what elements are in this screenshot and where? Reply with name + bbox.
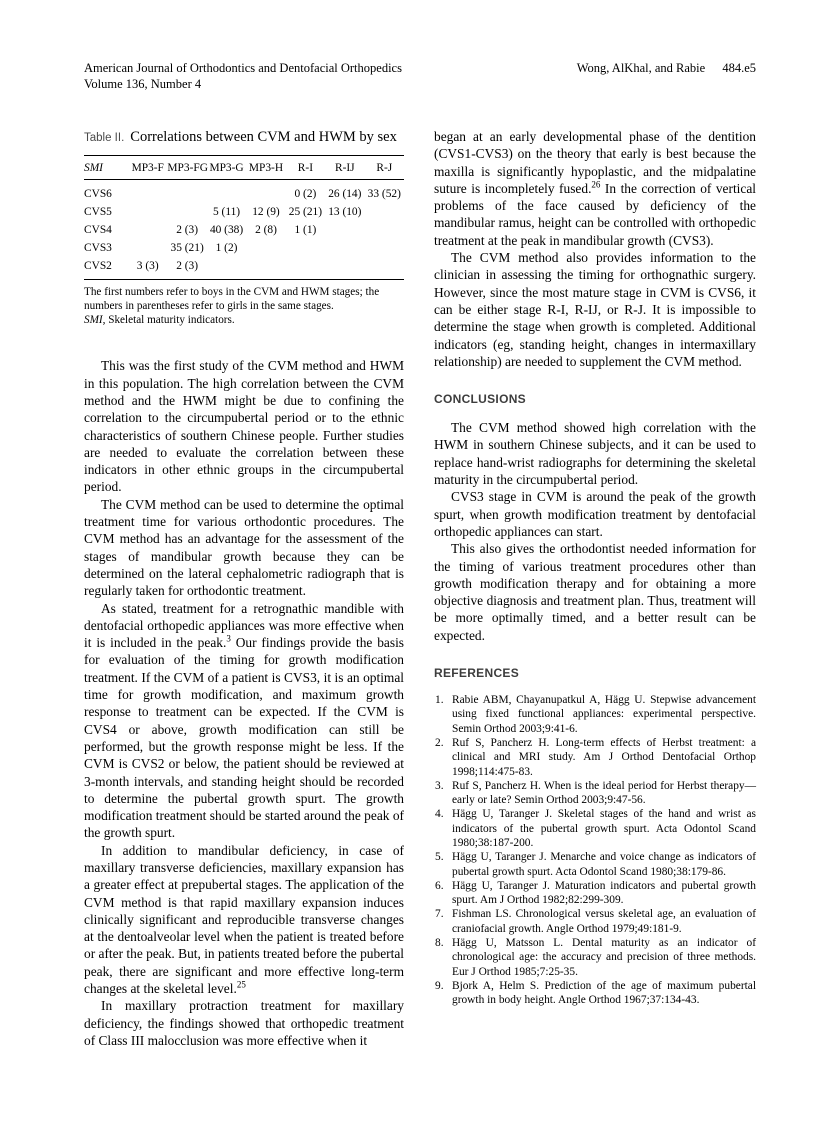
column-header: R-J xyxy=(376,162,393,174)
text-segment: CVS3 stage in CVM is around the peak of the growth spurt, when growth modification treatment by dentofacial orthopedic appliances can start. xyxy=(434,489,756,539)
table-cell: 26 (14) xyxy=(328,188,362,200)
table-footnote: The first numbers refer to boys in the CVM and HWM stages; the numbers in parentheses refer to girls in the same stages. xyxy=(84,286,380,312)
column-header: R-I xyxy=(297,162,313,174)
table-cell xyxy=(246,180,285,204)
reference-item: Ruf S, Pancherz H. When is the ideal period for Herbst therapy—early or late? Semin Orthod 2003;9:47-56. xyxy=(452,779,756,807)
text-segment: This also gives the orthodontist needed information for the timing of various treatment procedures other than growth modification therapy and for obtaining a more objective diagnosis and treatment plan. Thus, treatment will be more optimally timed, and a better result can be expected. xyxy=(434,541,756,643)
table-cell: 33 (52) xyxy=(367,188,401,200)
citation-superscript: 25 xyxy=(236,979,246,990)
running-authors: Wong, AlKhal, and Rabie xyxy=(576,61,706,75)
abbreviation-term: SMI, xyxy=(84,313,106,326)
table-cell: 1 (1) xyxy=(294,224,317,236)
references-list xyxy=(434,693,756,1008)
reference-item: Bjork A, Helm S. Prediction of the age of maximum pubertal growth in body height. Angle Orthod 1967;37:134-43. xyxy=(452,979,756,1007)
table-label: Table II. xyxy=(84,132,125,144)
table-cell xyxy=(365,221,404,239)
reference-item: Ruf S, Pancherz H. Long-term effects of Herbst treatment: a clinical and MRI study. Am J Orthod Dentofacial Orthop 1998;114:475-83. xyxy=(452,736,756,778)
row-label: CVS3 xyxy=(84,242,112,254)
reference-item: Fishman LS. Chronological versus skeletal age, an evaluation of craniofacial growth. Angle Orthod 1979;49:181-9. xyxy=(452,908,756,935)
table-cell xyxy=(128,221,167,239)
table-cell xyxy=(128,239,167,257)
row-label: CVS2 xyxy=(84,260,112,272)
paragraph xyxy=(84,357,404,495)
paragraph xyxy=(84,842,404,998)
table-cell: 1 (2) xyxy=(215,242,238,254)
table-cell: 2 (3) xyxy=(176,224,199,236)
table-cell: 40 (38) xyxy=(209,224,244,236)
table-cell xyxy=(365,239,404,257)
table-cell xyxy=(128,203,167,221)
left-column-text xyxy=(84,357,404,1049)
column-header: MP3-F xyxy=(131,162,164,174)
table-cell xyxy=(128,180,167,204)
journal-info xyxy=(84,60,402,92)
table-row xyxy=(84,221,404,239)
citation-superscript: 26 xyxy=(591,179,601,190)
table-caption xyxy=(84,128,404,146)
correlation-table xyxy=(84,155,404,280)
table-cell xyxy=(286,239,325,257)
row-label: CVS5 xyxy=(84,206,112,218)
table-row xyxy=(84,239,404,257)
column-header: SMI xyxy=(84,162,103,174)
table-cell: 3 (3) xyxy=(136,260,159,272)
paragraph xyxy=(84,600,404,842)
two-column-body xyxy=(84,128,756,1049)
table-cell xyxy=(207,257,246,280)
reference-item: Rabie ABM, Chayanupatkul A, Hägg U. Stepwise advancement using fixed functional appliances: experimental perspective. Semin Orthod 2003;9:41-6. xyxy=(452,694,756,735)
table-cell: 13 (10) xyxy=(328,206,362,218)
right-column xyxy=(434,128,756,1049)
paragraph xyxy=(434,540,756,644)
text-segment: The CVM method can be used to determine the optimal treatment time for various orthodontic procedures. The CVM method has an advantage for the assessment of the stages of mandibular growth because they can be determined on the lateral cephalometric radiograph that is regularly taken for orthodontic treatment. xyxy=(84,496,404,599)
table-cell xyxy=(325,221,364,239)
table-cell: 2 (3) xyxy=(176,260,199,272)
reference-item: Hägg U, Taranger J. Maturation indicators and pubertal growth spurt. Am J Orthod 1982;82:299-309. xyxy=(452,879,756,907)
table-cell: 0 (2) xyxy=(294,188,317,200)
text-segment: The CVM method also provides information to the clinician in assessing the timing for orthognathic surgery. However, since the most mature stage in CVM is CVS6, it can be either stage R-I, R-IJ, or R-J. It is impossible to determine the stage when growth is completed. Additional indicators (eg, standing height, changes in intermaxillary relationship) are needed to supplement the CVM method. xyxy=(434,250,756,369)
column-header: MP3-FG xyxy=(167,162,208,174)
table-cell xyxy=(167,203,206,221)
table-cell xyxy=(325,239,364,257)
table-title: Correlations between CVM and HWM by sex xyxy=(130,129,397,145)
text-segment: In maxillary protraction treatment for maxillary deficiency, the findings showed that orthopedic treatment of Class III malocclusion was more effective when it xyxy=(84,998,404,1048)
table-cell xyxy=(286,257,325,280)
table-cell: 12 (9) xyxy=(252,206,280,218)
table-cell: 5 (11) xyxy=(213,206,241,218)
table-row xyxy=(84,203,404,221)
table-cell: 25 (21) xyxy=(288,206,322,218)
table-row xyxy=(84,257,404,280)
reference-item: Hägg U, Taranger J. Skeletal stages of the hand and wrist as indicators of the pubertal growth spurt. Acta Odontol Scand 1980;38:187-200. xyxy=(452,808,756,849)
row-label: CVS4 xyxy=(84,224,112,236)
table-footnotes xyxy=(84,286,404,327)
row-label: CVS6 xyxy=(84,188,112,200)
table-cell: 35 (21) xyxy=(170,242,204,254)
table-cell xyxy=(365,203,404,221)
paragraph xyxy=(434,488,756,540)
conclusions-heading: CONCLUSIONS xyxy=(434,392,526,407)
column-header: MP3-G xyxy=(209,162,244,174)
reference-item: Hägg U, Matsson L. Dental maturity as an indicator of chronological age: the accuracy and precision of three methods. Eur J Orthod 1985;7:25-35. xyxy=(452,937,756,978)
journal-title: American Journal of Orthodontics and Dentofacial Orthopedics xyxy=(84,61,402,75)
text-segment: In addition to mandibular deficiency, in case of maxillary transverse deficiencies, maxillary expansion has a greater effect at prepubertal stages. The application of the CVM method is that rapid maxillary expansion induces clinically significant and reproducible transverse changes at the dentoalveolar level when the patient is treated before or after the peak. But, in patients treated before the pubertal peak, there are significant and more effective long-term changes at the skeletal level. xyxy=(84,842,404,997)
paragraph xyxy=(84,997,404,1049)
paragraph xyxy=(434,249,756,370)
reference-item: Hägg U, Taranger J. Menarche and voice change as indicators of pubertal growth spurt. Acta Odontol Scand 1980;38:179-86. xyxy=(452,851,756,878)
text-segment: This was the first study of the CVM method and HWM in this population. The high correlation between the CVM method and the HWM might be due to confining the correlation to the circumpubertal period or to the ethnic characteristics of southern Chinese people. Further studies are needed to evaluate the correlation between these indicators in other ethnic groups in the circumpubertal period. xyxy=(84,358,404,495)
column-header: R-IJ xyxy=(335,162,355,174)
journal-volume: Volume 136, Number 4 xyxy=(84,77,202,91)
text-segment: As stated, treatment for a retrognathic mandible with dentofacial orthopedic appliances was more effective when it is included in the peak. xyxy=(84,600,404,651)
table-row xyxy=(84,180,404,204)
paragraph xyxy=(434,128,756,249)
table-abbreviation-note xyxy=(84,314,404,328)
table-cell xyxy=(246,257,285,280)
text-segment: The CVM method showed high correlation with the HWM in southern Chinese subjects, and it can be used to replace hand-wrist radiographs for determining the skeletal maturity in the circumpubertal period. xyxy=(434,420,756,488)
table-header-row xyxy=(84,156,404,180)
table-cell xyxy=(207,180,246,204)
table-cell xyxy=(365,257,404,280)
page-number: 484.e5 xyxy=(722,61,756,75)
running-head xyxy=(577,60,756,76)
column-header: MP3-H xyxy=(248,162,284,174)
text-segment: In the correction of vertical problems of the face caused by deficiency of the mandibular ramus, height can be controlled with orthopedic treatment at the peak in mandibular growth (CVS3). xyxy=(434,180,757,248)
abbreviation-definition: Skeletal maturity indicators. xyxy=(105,313,235,326)
page-header xyxy=(84,60,756,92)
text-segment: began at an early developmental phase of the dentition (CVS1-CVS3) on the theory that early is best because the maxilla is significantly hypoplastic, and the midpalatine suture is incompletely fused. xyxy=(434,129,756,196)
paragraph xyxy=(434,419,756,488)
references-heading: REFERENCES xyxy=(434,666,520,681)
paragraph xyxy=(84,496,404,600)
citation-superscript: 3 xyxy=(226,633,231,644)
left-column xyxy=(84,128,404,1049)
table-2-block xyxy=(84,128,404,327)
text-segment: Our findings provide the basis for evaluation of the timing for growth modification treatment. If the CVM of a patient is CVS3, it is an optimal time for growth modification, and maximum growth response to treatment can be expected. If the CVM is CVS4 or above, growth modification can still be performed, but the growth response might be less. If the CVM is CVS2 or below, the patient should be reviewed at 3-month intervals, and standing height should be recorded to determine the pubertal growth spurt. The growth modification treatment should be started around the peak of the growth spurt. xyxy=(84,635,404,841)
table-cell xyxy=(246,239,285,257)
table-cell xyxy=(325,257,364,280)
table-cell xyxy=(167,180,206,204)
table-cell: 2 (8) xyxy=(255,224,277,236)
